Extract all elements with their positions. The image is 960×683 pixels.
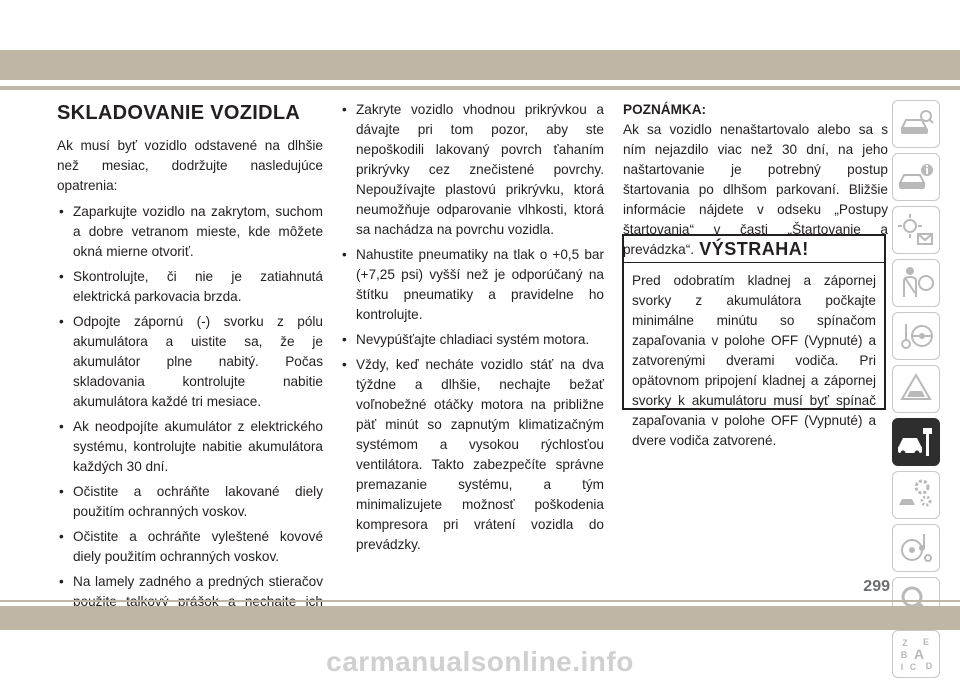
tab-technical-specs[interactable] [892,471,940,519]
warning-title: VÝSTRAHA! [624,236,884,263]
watermark: carmanualsonline.info [326,646,634,677]
index-letter: I [900,662,904,672]
bottom-decorative-band [0,606,960,630]
seatbelt-airbag-icon [896,263,936,303]
tab-multimedia[interactable] [892,524,940,572]
list-item: • Ak neodpojíte akumulátor z elektrického systému, kontrolujte nabitie akumulátora každých 30 dní. [57,417,323,477]
note-title: POZNÁMKA: [623,102,707,117]
list-item: • Zakryte vozidlo vhodnou prikrývkou a dávajte pri tom pozor, aby ste nepoškodili lakovaný povrch ťahaním prikrývky cez znečistené povrchy. Nepoužívajte plastovú prikrývku, ktorá neumožňuje odparovanie vlhkosti, ktorá sa nachádza na povrchu vozidla. [340,100,604,240]
index-letter: B [900,650,908,660]
column-middle [340,100,604,560]
car-magnify-icon [896,104,936,144]
multimedia-icon [896,528,936,568]
storage-list-1 [57,202,323,632]
tab-emergency[interactable] [892,365,940,413]
list-item: • Vždy, keď necháte vozidlo stáť na dva týždne a dlhšie, nechajte bežať voľnobežné otáčky motora na približne päť minút so zapnutým klimatizačným systémom a vysokou rýchlosťou ventilátora. Takto zabezpečíte správne premazanie systému, a tým minimalizujete možnosť poškodenia kompresora pri vrátení vozidla do prevádzky. [340,355,604,555]
note-text: Ak sa vozidlo nenaštartovalo alebo sa s ním nejazdilo viac než 30 dní, na jeho naštartovanie je potrebný postup štartovania po dlhšom parkovaní. Bližšie informácie nájdete v odseku „Postupy štartovania“ v časti „Štartovanie a prevádzka“. [623,122,888,257]
index-letter: D [925,661,933,671]
storage-list-2 [340,100,604,555]
top-decorative-band [0,50,960,80]
list-item: • Očistite a ochráňte lakované diely použitím ochranných voskov. [57,482,323,522]
intro-text: Ak musí byť vozidlo odstavené na dlhšie než mesiac, dodržujte nasledujúce opatrenia: [57,138,323,193]
car-wrench-icon [896,422,936,462]
index-letter: A [913,646,925,662]
tab-servicing-maintenance[interactable] [892,418,940,466]
list-item: • Odpojte zápornú (-) svorku z pólu akumulátora a uistite sa, že je akumulátor plne nabitý. Počas skladovania kontrolujte nabitie akumulátora každé tri mesiace. [57,312,323,412]
hazard-triangle-car-icon [896,369,936,409]
tab-safety[interactable] [892,259,940,307]
list-item: • Nevypúšťajte chladiaci systém motora. [340,330,604,350]
warning-box [622,234,886,448]
tab-car-overview[interactable] [892,100,940,148]
gears-car-icon [896,475,936,515]
list-item: • Skontrolujte, či nie je zatiahnutá elektrická parkovacia brzda. [57,267,323,307]
bottom-decorative-line [0,600,960,602]
warning-text: Pred odobratím kladnej a zápornej svorky z akumulátora počkajte minimálne minútu so spínačom zapaľovania v polohe OFF (Vypnuté) a zatvorenými dverami vodiča. Pri opätovnom pripojení kladnej a zápornej svorky k akumulátoru musí byť spínač zapaľovania v polohe OFF (Vypnuté) a dvere vodiča zatvorené. [632,273,876,448]
list-item: • Na lamely zadného a predných stieračov [57,572,323,632]
chapter-tabs [892,100,940,683]
page-title: SKLADOVANIE VOZIDLA [57,102,301,124]
column-left [57,100,323,637]
list-item: • Nahustite pneumatiky na tlak o +0,5 bar (+7,25 psi) vyšší než je odporúčaný na štítku pneumatiky a pravidelne ho kontrolujte. [340,245,604,325]
tab-dashboard-info[interactable] [892,153,940,201]
index-letter: E [922,637,930,647]
key-steering-wheel-icon [896,316,936,356]
car-info-icon [896,157,936,197]
page-number: 299 [863,578,890,595]
list-item: • Očistite a ochráňte vyleštené kovové diely použitím ochranných voskov. [57,527,323,567]
index-letter: C [909,662,917,672]
top-decorative-line [0,86,960,90]
tab-warning-lights[interactable] [892,206,940,254]
list-item: • Zaparkujte vozidlo na zakrytom, suchom a dobre vetranom mieste, kde môžete okná mierne otvoriť. [57,202,323,262]
index-letter: Z [902,638,908,648]
warning-light-message-icon [896,210,936,250]
tab-starting-driving[interactable] [892,312,940,360]
